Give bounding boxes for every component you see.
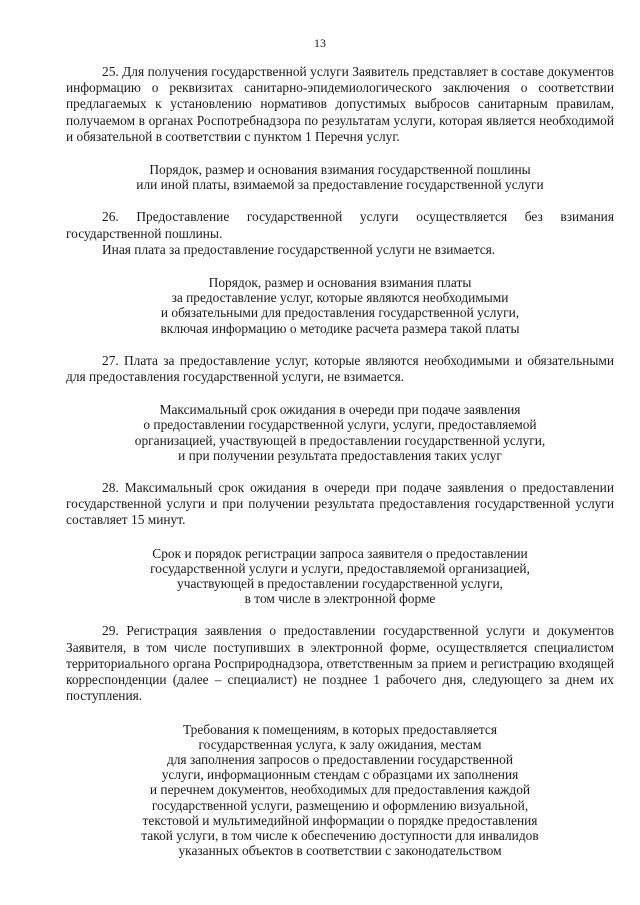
heading-line: о предоставлении государственной услуги, услуги, предоставляемой	[143, 417, 537, 433]
paragraph-27: 27. Плата за предоставление услуг, которые являются необходимыми и обязательными для предоставления государственной услуги, не взимается.	[66, 352, 614, 385]
paragraph-28: 28. Максимальный срок ожидания в очереди при подаче заявления о предоставлении государственной услуги и при получении результата предоставления государственной услуги составляет 15 минут.	[66, 480, 614, 528]
heading-fee-for-required-services	[66, 275, 614, 336]
heading-line: такой услуги, в том числе к обеспечению доступности для инвалидов	[141, 827, 539, 843]
heading-line: государственная услуга, к залу ожидания, местам	[198, 736, 482, 752]
heading-line: за предоставление услуг, которые являются необходимыми	[171, 290, 509, 306]
page-number: 13	[314, 36, 326, 50]
heading-line: государственной услуги, размещению и оформлению визуальной,	[151, 797, 529, 813]
heading-line: и обязательными для предоставления государственной услуги,	[160, 305, 520, 321]
heading-line: участвующей в предоставлении государственной услуги,	[177, 576, 503, 592]
heading-premises-requirements	[66, 722, 614, 859]
heading-line: услуги, информационным стендам с образцами их заполнения	[161, 767, 519, 783]
heading-line: указанных объектов в соответствии с законодательством	[178, 843, 502, 859]
paragraph-26-other-fee: Иная плата за предоставление государственной услуги не взимается.	[102, 241, 496, 257]
heading-line: в том числе в электронной форме	[244, 591, 436, 607]
heading-line: текстовой и мультимедийной информации о порядке предоставления	[142, 812, 538, 828]
paragraph-26: 26. Предоставление государственной услуги осуществляется без взимания государственной пошлины.	[66, 209, 614, 241]
heading-line: или иной платы, взимаемой за предоставление государственной услуги	[136, 177, 544, 193]
heading-line: организацией, участвующей в предоставлении государственной услуги,	[134, 432, 546, 448]
heading-line: государственной услуги и услуги, предоставляемой организацией,	[150, 560, 530, 576]
heading-state-fee	[66, 162, 614, 192]
heading-line: Порядок, размер и основания взимания государственной пошлины	[149, 162, 531, 178]
paragraph-25: 25. Для получения государственной услуги Заявитель представляет в составе документов информацию о реквизитах санитарно-эпидемиологического заключения о соответствии предлагаемых к установлению нормативов допустимых выбросов санитарным правилам, получаемом в органах Роспотребнадзора по результатам услуги, которая является необходимой и обязательной в соответствии с пунктом 1 Перечня услуг.	[66, 64, 614, 144]
heading-max-wait-time	[66, 402, 614, 463]
heading-registration	[66, 546, 614, 607]
heading-line: Срок и порядок регистрации запроса заявителя о предоставлении	[152, 545, 528, 561]
document-body	[66, 64, 614, 858]
heading-line: Требования к помещениям, в которых предоставляется	[182, 721, 498, 737]
heading-line: для заполнения запросов о предоставлении государственной	[166, 751, 514, 767]
heading-line: включая информацию о методике расчета размера такой платы	[160, 320, 520, 336]
heading-line: Максимальный срок ожидания в очереди при подаче заявления	[159, 402, 521, 418]
heading-line: Порядок, размер и основания взимания платы	[208, 275, 472, 291]
paragraph-29: 29. Регистрация заявления о предоставлении государственной услуги и документов Заявителя, в том числе поступивших в электронной форме, осуществляется специалистом территориального органа Росприроднадзора, ответственным за прием и регистрацию входящей корреспонденции (далее – специалист) не позднее 1 рабочего дня, следующего за днем их поступления.	[66, 623, 614, 704]
heading-line: и перечнем документов, необходимых для предоставления каждой	[149, 782, 531, 798]
heading-line: и при получении результата предоставления таких услуг	[178, 447, 502, 463]
